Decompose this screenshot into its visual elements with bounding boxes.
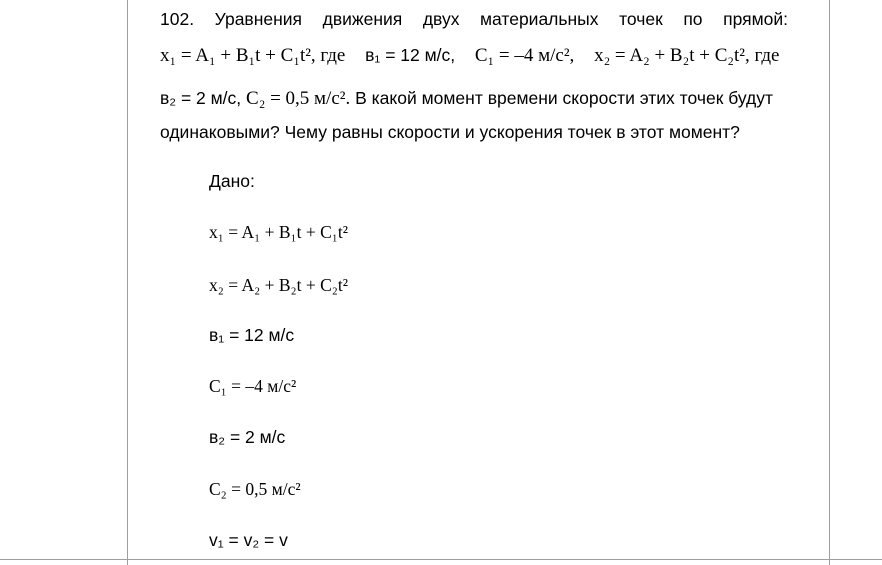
left-page-border bbox=[127, 0, 128, 565]
bottom-page-border bbox=[0, 559, 882, 560]
given-x1-equation: x₁ = A₁ + B₁t + C₁t² bbox=[209, 222, 349, 242]
given-x2-equation: x₂ = A₂ + B₂t + C₂t² bbox=[209, 275, 349, 295]
given-velocity-equality: v₁ = v₂ = v bbox=[209, 530, 288, 550]
c1-value: C₁ = –4 м/с², bbox=[474, 45, 575, 66]
problem-line-3: в₂ = 2 м/с, C₂ = 0,5 м/с². В какой момент времени скорости этих точек будут bbox=[160, 88, 773, 109]
b1-value: в₁ = 12 м/с, bbox=[365, 45, 456, 65]
given-b2: в₂ = 2 м/с bbox=[209, 427, 286, 447]
given-c1: C₁ = –4 м/с² bbox=[209, 376, 297, 396]
given-heading: Дано: bbox=[209, 171, 255, 191]
c2-value: C₂ = 0,5 м/с². bbox=[246, 88, 351, 109]
problem-line-2 bbox=[160, 44, 788, 67]
b2-value: в₂ = 2 м/с, bbox=[160, 88, 242, 108]
given-c2: C₂ = 0,5 м/с² bbox=[209, 479, 301, 499]
x2-equation: x₂ = A₂ + B₂t + C₂t², где bbox=[594, 45, 780, 66]
x1-equation: x₁ = A₁ + B₁t + C₁t², где bbox=[160, 45, 346, 66]
problem-line-4: одинаковыми? Чему равны скорости и ускорения точек в этот момент? bbox=[160, 122, 740, 142]
problem-line-1: 102. Уравнения движения двух материальных точек по прямой: bbox=[160, 9, 788, 29]
given-b1: в₁ = 12 м/с bbox=[209, 325, 295, 345]
right-page-border bbox=[829, 0, 830, 565]
